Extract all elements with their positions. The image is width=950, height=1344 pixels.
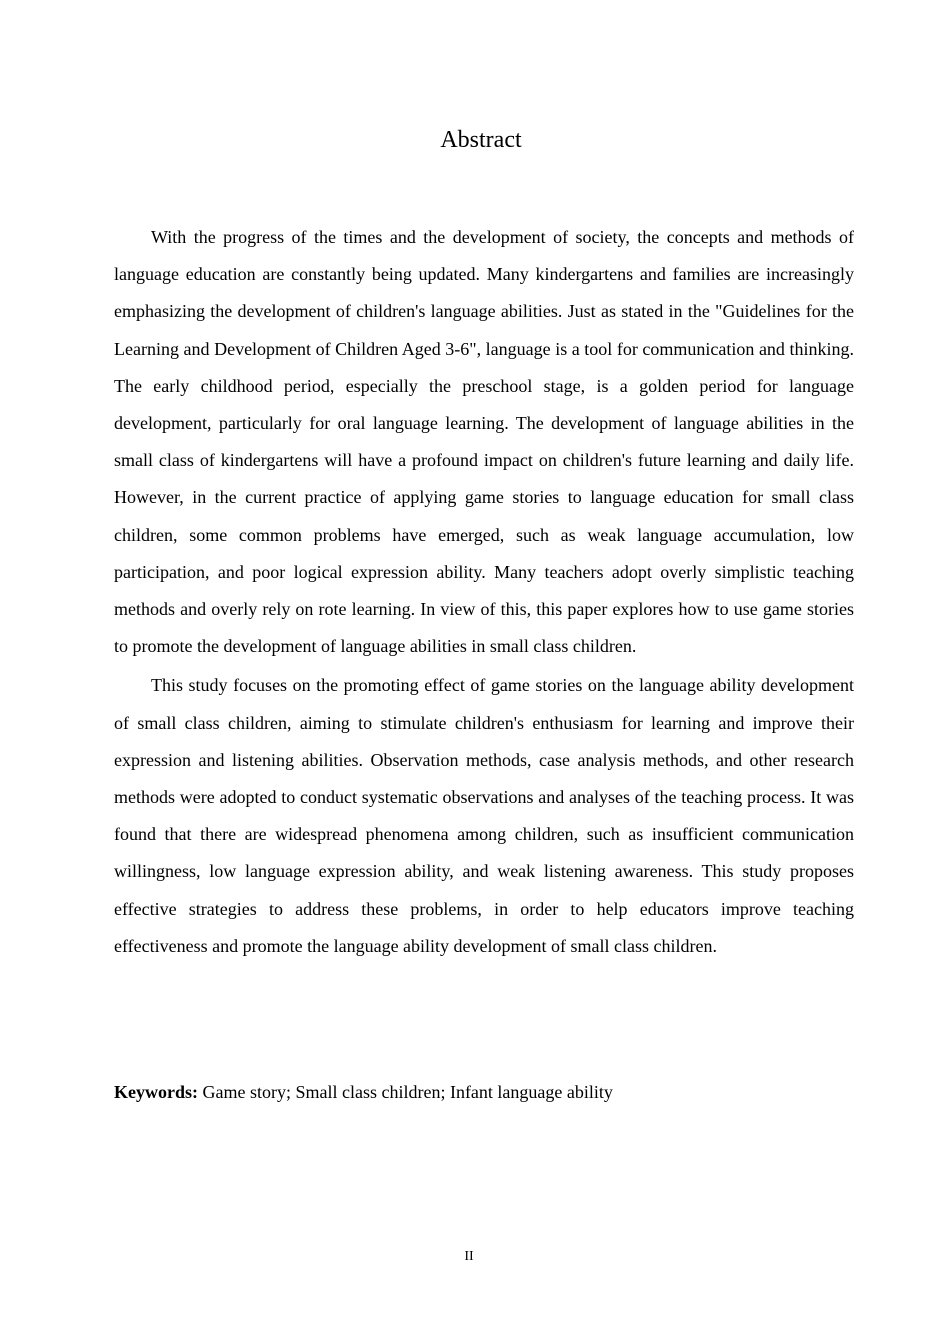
keywords-value: Game story; Small class children; Infant language ability xyxy=(202,1082,613,1102)
keywords-label: Keywords: xyxy=(114,1082,198,1102)
abstract-paragraph-1: With the progress of the times and the development of society, the concepts and methods of language education are constantly being updated. Many kindergartens and families are increasingly emphasizing the development of children's language abilities. Just as stated in the "Guidelines for the Learning and Development of Children Aged 3-6", language is a tool for communication and thinking. The early childhood period, especially the preschool stage, is a golden period for language development, particularly for oral language learning. The development of language abilities in the small class of kindergartens will have a profound impact on children's future learning and daily life. However, in the current practice of applying game stories to language education for small class children, some common problems have emerged, such as weak language accumulation, low participation, and poor logical expression ability. Many teachers adopt overly simplistic teaching methods and overly rely on rote learning. In view of this, this paper explores how to use game stories to promote the development of language abilities in small class children. xyxy=(114,227,854,657)
page-number: II xyxy=(464,1249,474,1264)
abstract-title: Abstract xyxy=(440,127,522,153)
abstract-paragraph-2: This study focuses on the promoting effect of game stories on the language ability development of small class children, aiming to stimulate children's enthusiasm for learning and improve their expression and listening abilities. Observation methods, case analysis methods, and other research methods were adopted to conduct systematic observations and analyses of the teaching process. It was found that there are widespread phenomena among children, such as insufficient communication willingness, low language expression ability, and weak listening awareness. This study proposes effective strategies to address these problems, in order to help educators improve teaching effectiveness and promote the language ability development of small class children. xyxy=(114,675,854,956)
keywords-line xyxy=(114,1077,613,1107)
abstract-body xyxy=(114,219,854,965)
